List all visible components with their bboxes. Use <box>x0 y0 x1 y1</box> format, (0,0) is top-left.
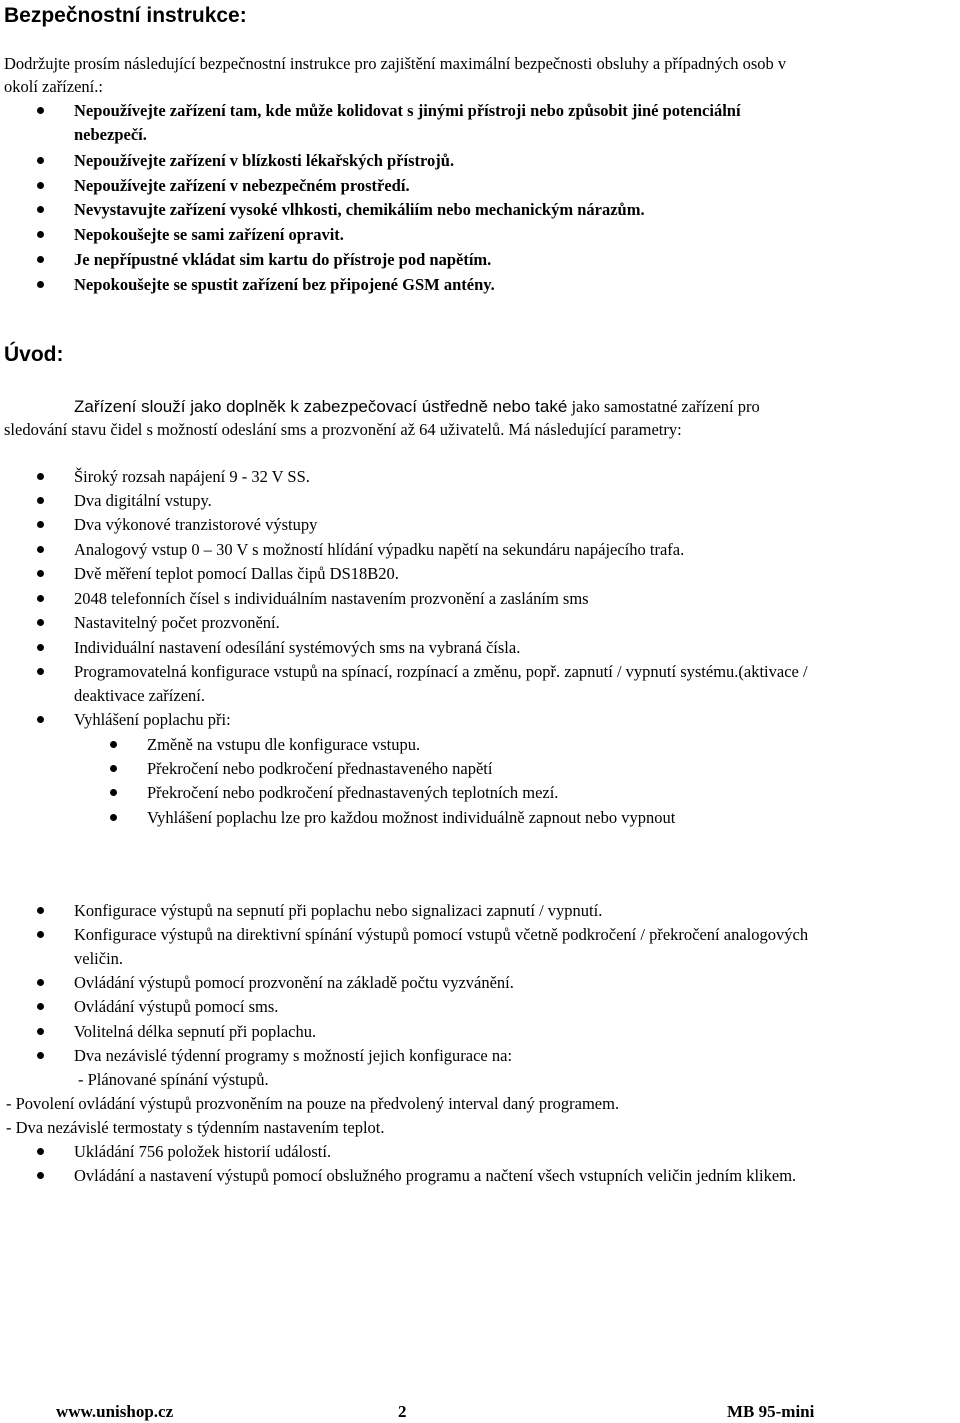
safety-item: Nepokoušejte se sami zařízení opravit. <box>74 225 344 244</box>
footer-website: www.unishop.cz <box>56 1402 174 1421</box>
feature-item: Dva nezávislé týdenní programy s možností jejich konfigurace na: <box>74 1046 513 1065</box>
footer-page-number: 2 <box>398 1402 407 1421</box>
feature-item: Ovládání a nastavení výstupů pomocí obslužného programu a načtení všech vstupních veličin jedním klikem. <box>74 1166 797 1185</box>
footer-model: MB 95-mini <box>727 1402 815 1421</box>
param-item: Dva digitální vstupy. <box>74 491 212 510</box>
param-item: Individuální nastavení odesílání systémových sms na vybraná čísla. <box>74 638 521 657</box>
intro-serif-text: jako samostatné zařízení pro <box>567 397 760 416</box>
intro-sans-text: Zařízení slouží jako doplněk k zabezpečovací ústředně nebo také <box>74 397 568 416</box>
safety-item: Nepokoušejte se spustit zařízení bez připojené GSM antény. <box>74 275 495 294</box>
bullet-dot <box>37 619 44 626</box>
feature-subline: - Plánované spínání výstupů. <box>78 1070 269 1089</box>
safety-intro-line-2: okolí zařízení.: <box>4 77 103 96</box>
intro-line-2: sledování stavu čidel s možností odeslání sms a prozvonění až 64 uživatelů. Má následující parametry: <box>4 420 682 439</box>
bullet-dot <box>37 570 44 577</box>
safety-item: Nevystavujte zařízení vysoké vlhkosti, chemikáliím nebo mechanickým nárazům. <box>74 200 645 219</box>
intro-title: Úvod: <box>4 343 64 366</box>
feature-item: Konfigurace výstupů na sepnutí při poplachu nebo signalizaci zapnutí / vypnutí. <box>74 901 603 920</box>
bullet-dot <box>37 256 44 263</box>
param-item: Nastavitelný počet prozvonění. <box>74 613 280 632</box>
feature-item: Volitelná délka sepnutí při poplachu. <box>74 1022 317 1041</box>
bullet-dot <box>37 1028 44 1035</box>
feature-subline: - Dva nezávislé termostaty s týdenním nastavením teplot. <box>6 1118 385 1137</box>
bullet-dot <box>37 157 44 164</box>
bullet-dot <box>37 1052 44 1059</box>
bullet-dot <box>110 789 117 796</box>
bullet-dot <box>37 716 44 723</box>
param-item: Programovatelná konfigurace vstupů na spínací, rozpínací a změnu, popř. zapnutí / vypnutí systému.(aktivace / <box>74 662 808 681</box>
bullet-dot <box>37 907 44 914</box>
bullet-dot <box>37 1172 44 1179</box>
bullet-dot <box>37 107 44 114</box>
feature-item: Konfigurace výstupů na direktivní spínání výstupů pomocí vstupů včetně podkročení / překročení analogových <box>74 925 809 944</box>
bullet-dot <box>37 1148 44 1155</box>
bullet-dot <box>37 206 44 213</box>
bullet-dot <box>37 281 44 288</box>
bullet-dot <box>37 473 44 480</box>
param-item: Vyhlášení poplachu při: <box>74 710 231 729</box>
bullet-dot <box>37 979 44 986</box>
bullet-dot <box>110 814 117 821</box>
param-item: Široký rozsah napájení 9 - 32 V SS. <box>74 467 310 486</box>
safety-item: Je nepřípustné vkládat sim kartu do přístroje pod napětím. <box>74 250 492 269</box>
param-item: Dvě měření teplot pomocí Dallas čipů DS18B20. <box>74 564 399 583</box>
alarm-sub-item: Překročení nebo podkročení přednastavených teplotních mezí. <box>147 783 559 802</box>
bullet-dot <box>37 931 44 938</box>
bullet-dot <box>37 521 44 528</box>
alarm-sub-item: Vyhlášení poplachu lze pro každou možnost individuálně zapnout nebo vypnout <box>147 808 676 827</box>
bullet-dot <box>37 497 44 504</box>
alarm-sub-item: Překročení nebo podkročení přednastaveného napětí <box>147 759 493 778</box>
bullet-dot <box>37 644 44 651</box>
intro-line-1 <box>74 395 760 419</box>
safety-item: Nepoužívejte zařízení v nebezpečném prostředí. <box>74 176 410 195</box>
bullet-dot <box>37 231 44 238</box>
bullet-dot <box>37 595 44 602</box>
safety-item-continued: nebezpečí. <box>74 125 147 144</box>
safety-item: Nepoužívejte zařízení v blízkosti lékařských přístrojů. <box>74 151 455 170</box>
bullet-dot <box>110 765 117 772</box>
param-item: Analogový vstup 0 – 30 V s možností hlídání výpadku napětí na sekundáru napájecího trafa. <box>74 540 685 559</box>
bullet-dot <box>37 546 44 553</box>
safety-item: Nepoužívejte zařízení tam, kde může kolidovat s jinými přístroji nebo způsobit jiné potenciální <box>74 101 741 120</box>
param-item: Dva výkonové tranzistorové výstupy <box>74 515 318 534</box>
safety-intro-line-1: Dodržujte prosím následující bezpečnostní instrukce pro zajištění maximální bezpečnosti obsluhy a případných osob v <box>4 54 787 73</box>
bullet-dot <box>37 1003 44 1010</box>
feature-item: Ovládání výstupů pomocí sms. <box>74 997 279 1016</box>
bullet-dot <box>110 741 117 748</box>
safety-title: Bezpečnostní instrukce: <box>4 4 247 27</box>
param-item-continued: deaktivace zařízení. <box>74 686 205 705</box>
alarm-sub-item: Změně na vstupu dle konfigurace vstupu. <box>147 735 421 754</box>
feature-item: Ovládání výstupů pomocí prozvonění na základě počtu vyzvánění. <box>74 973 514 992</box>
bullet-dot <box>37 668 44 675</box>
param-item: 2048 telefonních čísel s individuálním nastavením prozvonění a zasláním sms <box>74 589 589 608</box>
bullet-dot <box>37 182 44 189</box>
feature-item: Ukládání 756 položek historií událostí. <box>74 1142 332 1161</box>
feature-subline: - Povolení ovládání výstupů prozvoněním na pouze na předvolený interval daný programem. <box>6 1094 620 1113</box>
feature-item-continued: veličin. <box>74 949 124 968</box>
